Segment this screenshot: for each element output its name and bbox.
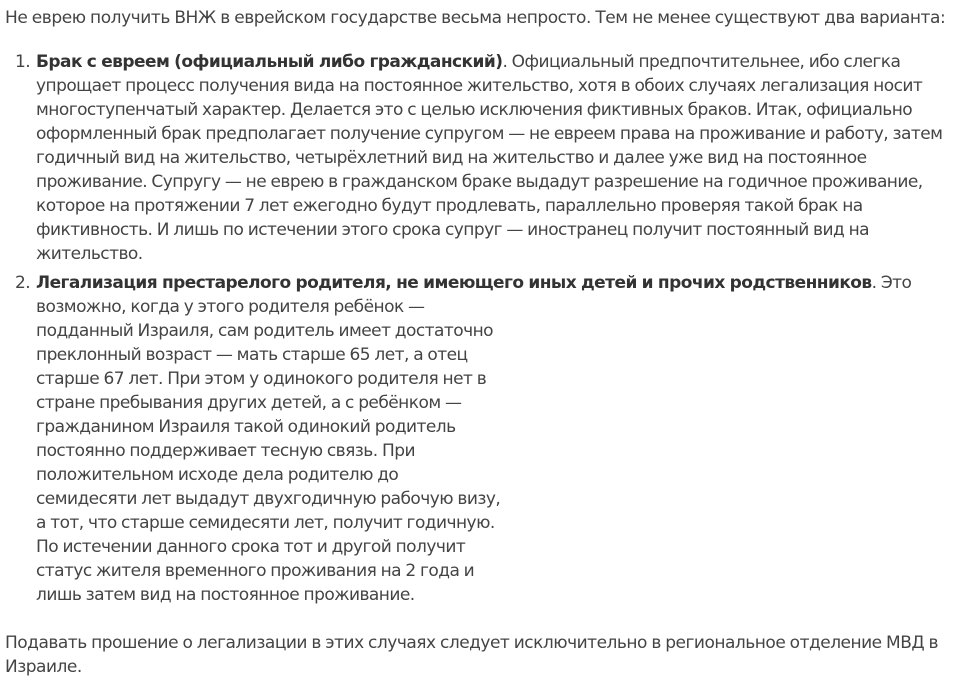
outro-paragraph: Подавать прошение о легализации в этих случаях следует исключительно в региональное отделение МВД в Израиле. <box>5 633 939 677</box>
list-item-text-lead: . Это <box>871 273 912 293</box>
list-item-text: возможно, когда у этого родителя ребёнок — подданный Израиля, сам родитель имеет достаточно преклонный возраст — мать старше 65 лет, а отец старше 67 лет. При этом у одинокого родителя нет в стране пребывания других детей, а с ребёнком — гражданином Израиля такой одинокий родитель постоянно поддерживает тесную связь. При положительном исходе дела родителю до семидесяти лет выдадут двухгодичную рабочую визу, а тот, что старше семидесяти лет, получит годичную. По истечении данного срока тот и другой получит статус жителя временного проживания на 2 года и лишь затем вид на постоянное проживание. <box>36 297 501 605</box>
list-item-title: Легализация престарелого родителя, не имеющего иных детей и прочих родственников <box>36 273 872 293</box>
list-item-text: . Официальный предпочтительнее, ибо слегка упрощает процесс получения вида на постоянное жительство, хотя в обоих случаях легализация носит многоступенчатый характер. Делается это с целью исключения фиктивных браков. Итак, официально оформленный брак предполагает получение супругом — не евреем права на проживание и работу, затем годичный вид на жительство, четырёхлетний вид на жительство и далее уже вид на постоянное проживание. Супругу — не еврею в гражданском браке выдадут разрешение на годичное проживание, которое на протяжении 7 лет ежегодно будут продлевать, параллельно проверяя такой брак на фиктивность. И лишь по истечении этого срока супруг — иностранец получит постоянный вид на жительство. <box>36 52 943 264</box>
article-body <box>5 6 955 679</box>
options-list <box>5 50 955 607</box>
list-item-marriage <box>36 50 956 266</box>
list-item-elderly-parent <box>36 271 955 607</box>
intro-paragraph: Не еврею получить ВНЖ в еврейском государстве весьма непросто. Тем не менее существуют два варианта: <box>5 8 946 28</box>
list-item-title: Брак с евреем (официальный либо гражданский) <box>36 52 503 72</box>
list-item-lead-line <box>36 271 955 295</box>
